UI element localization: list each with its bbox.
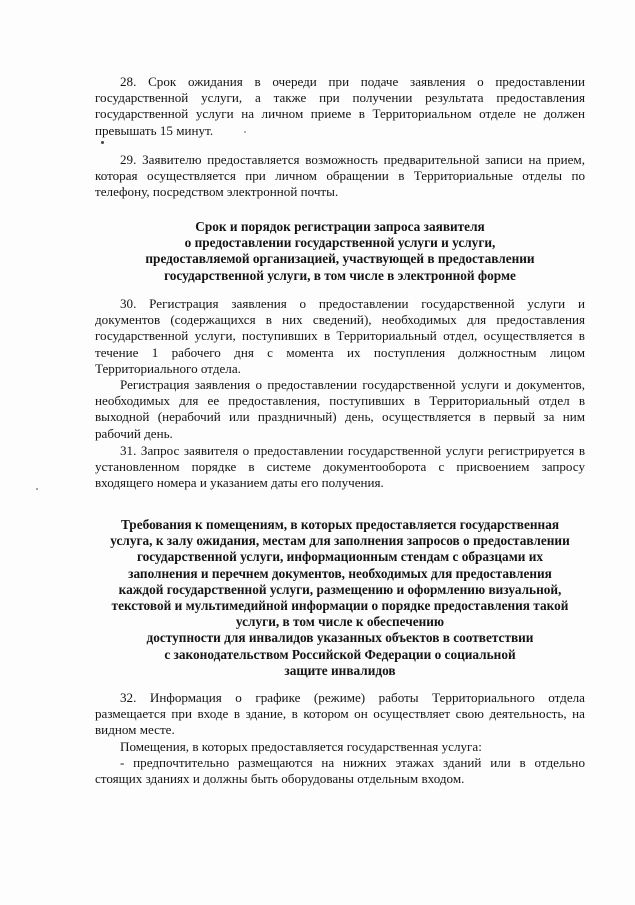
paragraph-28-block [95,74,585,139]
paragraph-29-block [95,152,585,201]
paragraph-31: 31. Запрос заявителя о предоставлении государственной услуги регистрируется в установленном порядке в системе документооборота с присвоением запросу входящего номера и указанием даты его получения. [95,443,585,491]
heading-line: каждой государственной услуги, размещению и оформлению визуальной, [118,581,562,597]
scan-speck [101,141,104,144]
heading-line: государственной услуги, информационным стендам с образцами их [136,549,544,565]
heading-line: заполнения и перечнем документов, необходимых для предоставления [128,565,552,581]
heading-line: о предоставлении государственной услуги и услуги, [184,235,496,251]
scan-speck [36,488,38,490]
heading-line: Требования к помещениям, в которых предоставляется государственная [120,517,560,532]
section-heading-registration [95,219,585,284]
heading-line: Срок и порядок регистрации запроса заявителя [195,219,485,234]
paragraph-32-premises: Помещения, в которых предоставляется государственная услуга: [120,738,482,754]
scan-speck [244,131,246,133]
heading-line: защите инвалидов [284,662,396,678]
heading-line: предоставляемой организацией, участвующей в предоставлении [145,251,535,267]
paragraph-31-block [95,443,585,492]
paragraph-32-block [95,690,585,787]
heading-line: с законодательством Российской Федерации о социальной [164,646,516,662]
paragraph-32-list-item: - предпочтительно размещаются на нижних этажах зданий или в отдельно стоящих зданиях и должны быть оборудованы отдельным входом. [95,754,585,787]
section-heading-premises-requirements [80,517,600,679]
heading-line: услуги, в том числе к обеспечению [235,614,445,630]
paragraph-28: 28. Срок ожидания в очереди при подаче заявления о предоставлении государственной услуги, а также при получении результата предоставления государственной услуги на личном приеме в Территориальном отделе не должен превышать 15 минут. [95,74,585,138]
paragraph-29: 29. Заявителю предоставляется возможность предварительной записи на прием, которая осуществляется при личном обращении в Территориальные отделы по телефону, посредством электронной почты. [95,152,585,200]
paragraph-32: 32. Информация о графике (режиме) работы Территориального отдела размещается при входе в здание, в котором он осуществляет свою деятельность, на видном месте. [95,690,585,738]
heading-line: государственной услуги, в том числе в электронной форме [164,267,516,283]
heading-line: доступности для инвалидов указанных объектов в соответствии [146,630,534,646]
heading-line: услуга, к залу ожидания, местам для заполнения запросов о предоставлении [110,533,570,549]
paragraph-30-continued: Регистрация заявления о предоставлении государственной услуги и документов, необходимых для ее предоставления, поступивших в Территориальный отдел в выходной (нерабочий или праздничный) день, осуществляется в первый за ним рабочий день. [95,377,585,441]
paragraph-30-block [95,296,585,442]
heading-line: текстовой и мультимедийной информации о порядке предоставления такой [111,598,569,614]
paragraph-30: 30. Регистрация заявления о предоставлении государственной услуги и документов (содержащихся в них сведений), необходимых для предоставления государственной услуги, поступивших в Территориальный отдел, осуществляется в течение 1 рабочего дня с момента их поступления должностным лицом Территориального отдела. [95,296,585,376]
